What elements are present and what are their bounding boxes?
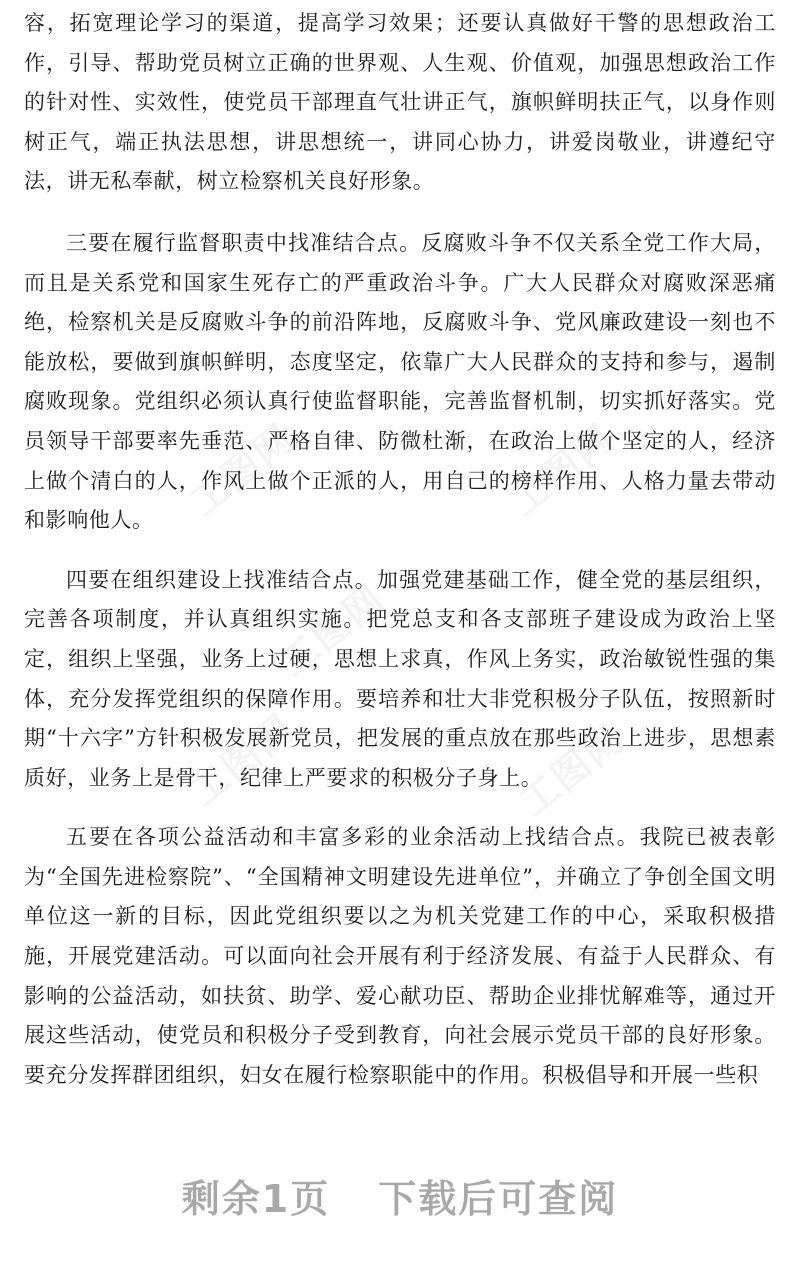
watermark: 工图网 bbox=[511, 715, 633, 825]
watermark: 工图网 bbox=[271, 575, 393, 685]
watermark: 工图网 bbox=[501, 415, 623, 525]
download-to-view-label: 下载后可查阅 bbox=[378, 1177, 619, 1221]
download-prompt-banner[interactable] bbox=[0, 1168, 800, 1223]
remaining-pages-label: 剩余1页 bbox=[181, 1177, 331, 1221]
watermark: 工图网 bbox=[181, 705, 303, 815]
paragraph-point-3: 三要在履行监督职责中找准结合点。反腐败斗争不仅关系全党工作大局，而且是关系党和国家生死存亡的严重政治斗争。广大人民群众对腐败深恶痛绝，检察机关是反腐败斗争的前沿阵地，反腐败斗争、党风廉政建设一刻也不能放松，要做到旗帜鲜明，态度坚定，依靠广大人民群众的支持和参与，遏制腐败现象。党组织必须认真行使监督职能，完善监督机制，切实抓好落实。党员领导干部要率先垂范、严格自律、防微杜渐，在政治上做个坚定的人，经济上做个清白的人，作风上做个正派的人，用自己的榜样作用、人格力量去带动和影响他人。 bbox=[24, 230, 776, 533]
watermark: 工图网 bbox=[181, 415, 303, 525]
paragraph-continued: 容，拓宽理论学习的渠道，提高学习效果；还要认真做好干警的思想政治工作，引导、帮助党员树立正确的世界观、人生观、价值观，加强思想政治工作的针对性、实效性，使党员干部理直气壮讲正气，旗帜鲜明扶正气，以身作则树正气，端正执法思想，讲思想统一，讲同心协力，讲爱岗敬业，讲遵纪守法，讲无私奉献，树立检察机关良好形象。 bbox=[24, 11, 776, 194]
paragraph-point-5: 五要在各项公益活动和丰富多彩的业余活动上找结合点。我院已被表彰为“全国先进检察院”、“全国精神文明建设先进单位”，并确立了争创全国文明单位这一新的目标，因此党组织要以之为机关党建工作的中心，采取积极措施，开展党建活动。可以面向社会开展有利于经济发展、有益于人民群众、有影响的公益活动，如扶贫、助学、爱心献功臣、帮助企业排忧解难等，通过开展这些活动，使党员和积极分子受到教育，向社会展示党员干部的良好形象。要充分发挥群团组织，妇女在履行检察职能中的作用。积极倡导和开展一些积 bbox=[24, 825, 776, 1087]
paragraph-point-4: 四要在组织建设上找准结合点。加强党建基础工作，健全党的基层组织，完善各项制度，并认真组织实施。把党总支和各支部班子建设成为政治上坚定，组织上坚强，业务上过硬，思想上求真，作风上务实，政治敏锐性强的集体，充分发挥党组织的保障作用。要培养和壮大非党积极分子队伍，按照新时期“十六字”方针积极发展新党员，把发展的重点放在那些政治上进步，思想素质好，业务上是骨干，纪律上严要求的积极分子身上。 bbox=[24, 567, 776, 790]
document-body bbox=[24, 4, 776, 1115]
